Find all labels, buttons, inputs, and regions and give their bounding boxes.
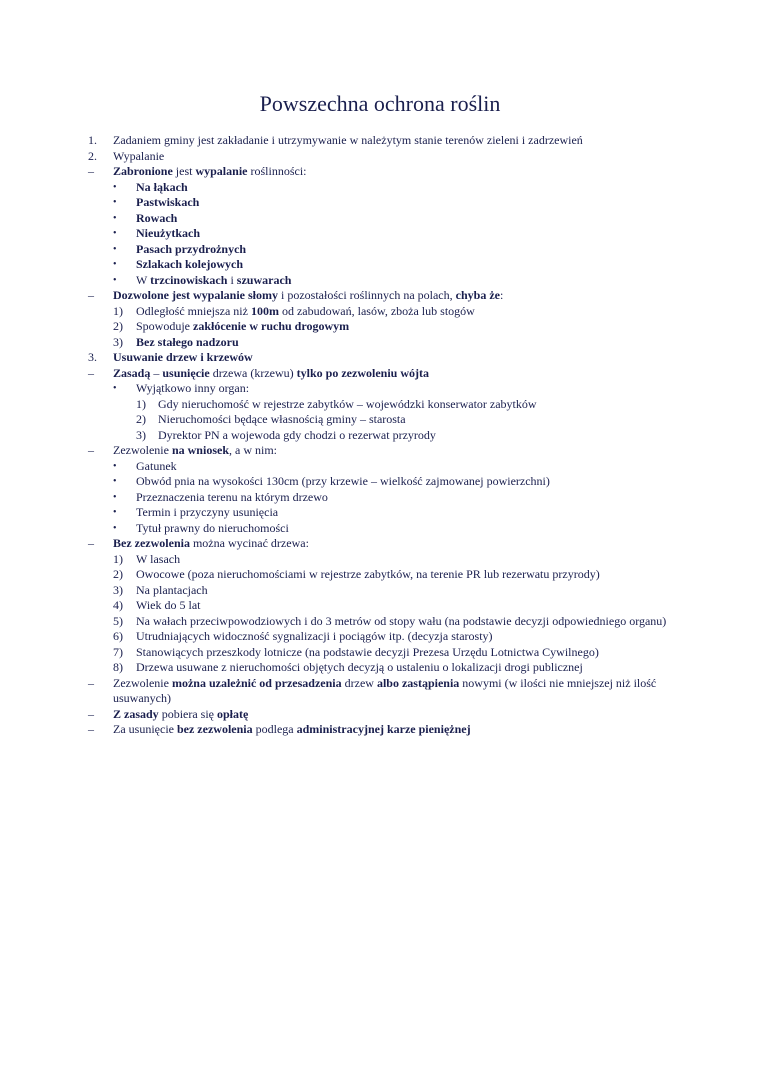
list-item [88,474,688,490]
bold-text: na wniosek [171,443,229,457]
list-number: 3) [136,427,146,442]
list-number: 2) [136,412,146,426]
bullet-marker: • [113,460,117,472]
list-item-text [136,583,688,599]
list-item-text [136,319,688,335]
bold-text: Szlakach kolejowych [136,257,244,271]
text: i [227,272,237,287]
list-item-text [113,722,688,738]
text: można wycinać drzewa: [189,536,309,550]
list-number: 1) [113,551,123,566]
bullet-marker: • [113,522,117,534]
text: Obwód pnia na wysokości 130cm (przy krzewie – wielkość zajmowanej powierzchni) [136,474,550,488]
list-item [88,319,688,335]
bold-text: Z zasady [113,706,159,721]
list-item-text [113,707,688,723]
list-number: 1) [136,396,146,411]
list-item [88,257,688,273]
list-item [88,521,688,537]
list-item [88,614,688,630]
list-number: 6) [113,629,123,643]
text: Odległość mniejsza niż [136,303,251,318]
list-item-text [136,490,688,506]
text: Zadaniem gminy jest zakładanie i utrzymywanie w należytym stanie terenów zieleni i zadrzewień [113,133,583,147]
list-item [88,195,688,211]
list-item [88,304,688,320]
list-item-text [113,366,688,382]
list-item [88,397,688,413]
dash-marker: – [88,706,94,721]
list-item [88,490,688,506]
list-number: 3) [113,582,123,597]
text: Stanowiących przeszkody lotnicze (na podstawie decyzji Prezesa Urzędu Lotnictwa Cywilnego) [136,644,599,659]
list-item-text [158,397,688,413]
text: Na wałach przeciwpowodziowych i do 3 metrów od stopy wału (na podstawie decyzji odpowiedniego organu) [136,613,667,628]
list-item [88,366,688,382]
list-item-text [136,195,688,211]
list-item-text [136,180,688,196]
list-item [88,443,688,459]
text: Zezwolenie [113,443,172,457]
text: Gdy nieruchomość w rejestrze zabytków – wojewódzki konserwator zabytków [158,396,537,411]
list-item [88,583,688,599]
list-item [88,505,688,521]
list-item [88,412,688,428]
list-item [88,133,688,149]
bold-text: wypalanie [195,164,248,178]
bold-text: Bez zezwolenia [113,536,190,550]
list-item [88,598,688,614]
dash-marker: – [88,675,94,690]
list-number: 5) [113,613,123,628]
text: Przeznaczenia terenu na którym drzewo [136,489,328,504]
list-item-text [113,133,688,149]
list-item-text [136,459,688,475]
text: drzew [341,675,377,690]
bold-text: Dozwolone jest wypalanie słomy [113,288,278,302]
dash-marker: – [88,288,94,302]
list-item [88,645,688,661]
list-item-text [158,428,688,444]
list-item [88,552,688,568]
bold-text: administracyjnej karze pieniężnej [296,722,471,736]
list-item [88,350,688,366]
list-item [88,273,688,289]
bullet-marker: • [113,383,117,394]
list-item [88,722,688,738]
text: od zabudowań, lasów, zboża lub stogów [278,303,475,318]
list-item-text [113,288,688,304]
bold-text: Zabronione [113,164,173,178]
text: , a w nim: [229,443,277,457]
list-item [88,226,688,242]
list-item-text [158,412,688,428]
list-item [88,180,688,196]
list-item-text [136,381,688,397]
bullet-marker: • [113,476,117,487]
bold-text: Zasadą [113,365,151,380]
bold-text: 100m [250,303,279,318]
text: Wyjątkowo inny organ: [136,381,250,395]
list-item-text [113,149,688,165]
list-item-text [113,443,688,459]
bold-text: zakłócenie w ruchu drogowym [193,319,350,333]
bold-text: Pastwiskach [136,195,200,209]
list-number: 7) [113,644,123,659]
list-item [88,567,688,583]
list-item [88,707,688,723]
list-item-text [136,304,688,320]
bold-text: chyba że [455,288,500,302]
bullet-marker: • [113,274,117,286]
text: Owocowe (poza nieruchomościami w rejestrze zabytków, na terenie PR lub rezerwatu przyrody) [136,567,600,581]
dash-marker: – [88,722,94,736]
text: jest [172,164,196,178]
bold-text: tylko po zezwoleniu wójta [296,365,429,380]
page-title: Powszechna ochrona roślin [259,91,501,116]
list-item-text [136,226,688,242]
dash-marker: – [88,365,94,380]
list-number: 3) [113,334,123,349]
list-number: 3. [88,350,97,364]
list-item [88,428,688,444]
list-item [88,242,688,258]
list-item [88,660,688,676]
dash-marker: – [88,164,94,178]
text: Utrudniających widoczność sygnalizacji i pociągów itp. (decyzja starosty) [136,629,493,643]
list-number: 2. [88,148,97,163]
list-item-text [136,335,688,351]
bold-text: Rowach [136,210,178,225]
bold-text: szuwarach [236,272,292,287]
text: Nieruchomości będące własnością gminy – starosta [158,412,406,426]
list-item-text [136,552,688,568]
text: Wiek do 5 lat [136,598,201,612]
list-item-text [136,567,688,583]
text: Dyrektor PN a wojewoda gdy chodzi o rezerwat przyrody [158,427,436,442]
list-item [88,381,688,397]
text: Drzewa usuwane z nieruchomości objętych decyzją o ustaleniu o lokalizacji drogi publicznej [136,660,583,674]
list-item-text [136,273,688,289]
list-item [88,629,688,645]
bold-text: Bez stałego nadzoru [136,334,239,349]
list-item-text [136,257,688,273]
bullet-marker: • [113,507,117,518]
list-number: 2) [113,567,123,581]
text: roślinności: [247,164,307,178]
list-item-text [113,536,688,552]
bold-text: albo zastąpienia [376,675,460,690]
text: Tytuł prawny do nieruchomości [136,520,289,535]
list-item-text [136,521,688,537]
text: Za usunięcie [113,722,177,736]
bullet-marker: • [113,228,117,239]
list-item-text [136,505,688,521]
list-number: 4) [113,598,123,612]
text: : [499,288,504,302]
text: i pozostałości roślinnych na polach, [278,288,456,302]
list-item [88,211,688,227]
text: Zezwolenie [113,675,172,690]
list-item [88,335,688,351]
bold-text: bez zezwolenia [176,722,253,736]
list-number: 1. [88,133,97,147]
text: Gatunek [136,458,177,473]
text: Termin i przyczyny usunięcia [136,505,279,519]
bold-text: Usuwanie drzew i krzewów [113,350,253,364]
bullet-marker: • [113,181,117,193]
list-item-text [136,614,688,630]
list-item-text [113,350,688,366]
text: – [150,365,163,380]
bullet-marker: • [113,212,117,224]
list-item-text [136,645,688,661]
text: Wypalanie [113,148,165,163]
text: Na plantacjach [136,582,208,597]
list-item-text [136,474,688,490]
list-item-text [113,164,688,180]
list-number: 1) [113,303,123,318]
document-body [88,133,688,738]
bold-text: trzcinowiskach [150,272,228,287]
list-item [88,536,688,552]
dash-marker: – [88,536,94,550]
text: pobiera się [158,706,217,721]
bold-text: można uzależnić od przesadzenia [171,675,342,690]
list-item-text [136,598,688,614]
list-item-text [113,676,688,707]
list-item-text [136,660,688,676]
list-item-text [136,629,688,645]
list-item-text [136,211,688,227]
dash-marker: – [88,443,94,457]
list-item [88,459,688,475]
text: W lasach [136,551,181,566]
text: W [136,272,151,287]
text: nowymi (w ilości nie mniejszej niż ilość usuwanych) [113,675,657,705]
bold-text: opłatę [217,706,249,721]
text: podlega [252,722,297,736]
list-item [88,164,688,180]
bold-text: Nieużytkach [136,226,200,240]
bold-text: Pasach przydrożnych [136,241,247,256]
bullet-marker: • [113,259,117,270]
list-number: 8) [113,660,123,674]
list-item [88,288,688,304]
list-number: 2) [113,319,123,333]
list-item-text [136,242,688,258]
list-item [88,149,688,165]
text: drzewa (krzewu) [209,365,297,380]
bullet-marker: • [113,197,117,208]
bullet-marker: • [113,491,117,503]
list-item [88,676,688,707]
text: Spowoduje [136,319,193,333]
bullet-marker: • [113,243,117,255]
bold-text: usunięcie [162,365,210,380]
bold-text: Na łąkach [136,179,188,194]
